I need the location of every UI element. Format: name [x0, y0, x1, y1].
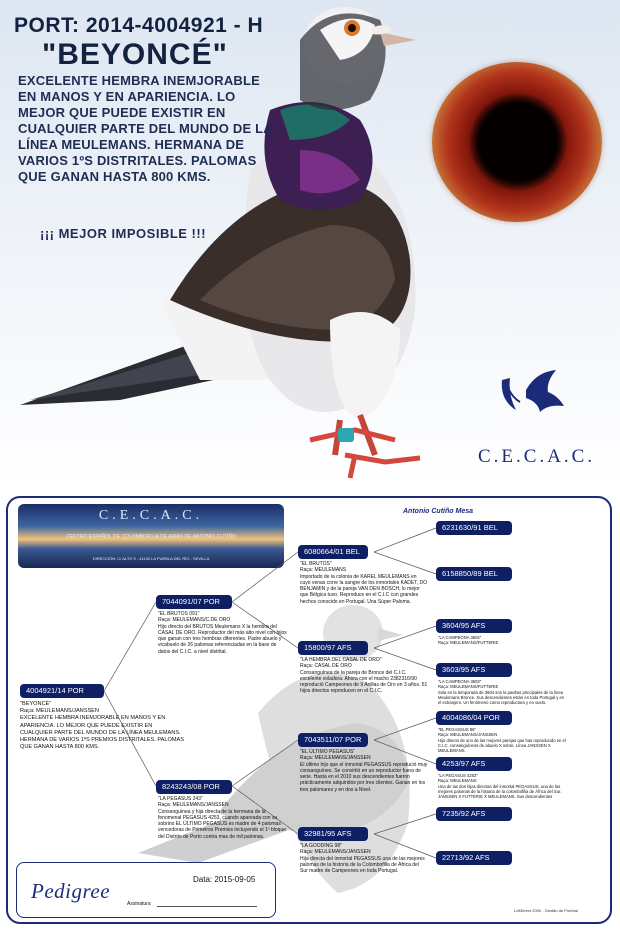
banner-address: DIRECCIÓN: C/ ALTO 9 - 41130 LA PUEBLA DEL RÍO - SEVILLA	[92, 556, 210, 561]
ggp-1-ring-tag: 6231630/91 BEL	[436, 521, 512, 535]
ggp-4-ring-tag: 3603/95 AFS	[436, 663, 512, 677]
ggp-3-ring-tag: 3604/95 AFS	[436, 619, 512, 633]
ring-number-title: PORT: 2014-4004921 - H	[14, 14, 264, 37]
dam-info: "LA PEGASUS 243" Raça: MEULEMANS/JANSSEN Consanguínea y hija directa de la hermana de la fenomenal PEGASUS 4253, cuando apareada con su sobrino EL ÚLTIMO PEGASUS es madre de 4 palomas vencedoras de Primeiros Premios incluyendo el 1º bloque del Distrito de Porto contra mas de mil palomas.	[158, 796, 287, 840]
ggp-7-ring-tag: 7235/92 AFS	[436, 807, 512, 821]
ggp-4-info: "LA CAMPEONA 3603" Raça: MEULEMANS/FUTTERIE Sola en la temporada de 3604 son la piedras principales de la línea Meulemans Bronce. Sus descendientes están en toda Portugal y en el extranjero. Un fenómeno como reproductora y en vuelo.	[438, 679, 565, 706]
ggp-5-info: "EL PEGASSUS 86" Raça: MEULEMANS/JANSSEN Hijo directo de uno de las mejores parejas que has reproducido en el C.I.C. consanguíneos de abuelo X sobre. Línea JANSSEN X MEULEMANS.	[438, 727, 566, 754]
ggp-5-ring-tag: 4004086/04 POR	[436, 711, 512, 725]
owner-name: Antonio Cutiño Mesa	[403, 508, 473, 515]
dam-dam-info: "LA GOODING 98" Raça: MEULEMANS/JANSSEN Hija directa del inmortal PEGASSUS una de las mejores palomas de la historia de la Colombofilia de África del Sur madre de Campeones en toda Portugal.	[300, 843, 425, 875]
pedigree-date: Data: 2015-09-05	[193, 875, 256, 884]
sire-sire-info: "EL BRUTOS" Raça: MEULEMANS Importado de la colonia de KAREL MEULEMANS en cuyo venas corre la sangre de los inmortales KADET, DO BENJAMIN y de la pareja VAN DEN BOSCH, lo mejor que Bélgica tuvo. Reproduce en el C.I.C con grandes hechos conocido en Portugal. Una Súper Paloma.	[300, 561, 427, 605]
software-footer: LoftDirect 2000 - Gestão de Pombal	[514, 908, 578, 913]
pigeon-description: EXCELENTE HEMBRA INEMJORABLE EN MANOS Y EN APARIENCIA. LO MEJOR QUE PUEDE EXISTIR EN CUALQUIER PARTE DEL MUNDO DE LA LÍNEA MEULEMANS. HERMANA DE VARIOS 1ºS DISTRITALES. PALOMAS QUE GANAN HASTA 800 KMS.	[18, 73, 273, 184]
ggp-6-info: "LA PEGASUS 4253" Raça: MEULEMANS Una de las dos hijas directas del inmortal PEGASSUS, una de las mejores palomas de la historia de la colombofilia de África del Sur. JANSSEN X FUTTERIE X MEULEMANS. Sus descendientes	[438, 773, 562, 800]
cecac-logo-icon	[496, 370, 566, 420]
sire-info: "EL BRUTOS 091" Raça: MEULEMANS/C.DE ORO Hijo directo del BRUTOS Meulemans X la hembra del CASAL DE ORO. Reproductor del más alto nivel con hijos que ganan con tres hembras diferentes. Padre abuelo y vicabuelo de 26 palomas referenciadas en la base de datos del C.I.C. a nivel distrital.	[158, 611, 287, 655]
pedigree-logo: Pedigree	[31, 879, 111, 903]
ggp-3-info: "LA CAMPEONA 3604" Raça: MEULEMANS/FUTTERIE	[438, 635, 499, 646]
subject-info: "BEYONCÉ" Raça: MEULEMANS/JANSSEN EXCELENTE HEMBRA INEMJORABLE EN MANOS Y EN APARIENCIA. LO MEJOR QUE PUEDE EXISTIR EN CUALQUIER PARTE DEL MUNDO DE LA LÍNEA MEULEMANS. HERMANA DE VARIOS 1ºS PREMIOS DISTRITALES. PALOMAS QUE GANAN HASTA 800 KMS.	[20, 701, 184, 751]
slogan: ¡¡¡ MEJOR IMPOSIBLE !!!	[40, 226, 207, 241]
subject-ring-tag: 4004921/14 POR	[20, 684, 104, 698]
dam-dam-ring-tag: 32981/95 AFS	[298, 827, 368, 841]
signature-label: Assinatura	[127, 901, 151, 907]
ggp-2-ring-tag: 6158850/89 BEL	[436, 567, 512, 581]
ggp-8-ring-tag: 22713/92 AFS	[436, 851, 512, 865]
sire-sire-ring-tag: 6080664/01 BEL	[298, 545, 368, 559]
ggp-6-ring-tag: 4253/97 AFS	[436, 757, 512, 771]
signature-box	[16, 862, 276, 918]
dam-sire-info: "EL ÚLTIMO PEGASUS" Raça: MEULEMANS/JANSSEN El último hijo que el inmortal PEGASSUS reprodució muy consanguíneo. Se convirtió en un reproductor fuera de serie. Hasta en el 2010 sus descendientes fueron prácticamente adquiridos por tres clientes. Ganan en los tres palomares y en dos a Nivel.	[300, 749, 428, 793]
pigeon-name-title: "BEYONCÉ"	[42, 38, 228, 71]
eye-closeup-photo	[432, 62, 602, 222]
pedigree-panel	[6, 496, 612, 924]
banner-title: C.E.C.A.C.	[98, 508, 204, 523]
sire-dam-info: "LA HEMBRA DEL CASAL DE ORO" Raça: CASAL DE ORO Consanguínea de la pareja de Bronce del C.I.C. excelente voladora. Ahora con el macho 2382316/90 reprodució Campeones de 9 Anillas de Oro en 3 años. 51 hijos directos reproducen en el C.I.C.	[300, 657, 428, 695]
sire-ring-tag: 7044091/07 POR	[156, 595, 232, 609]
signature-line	[157, 906, 257, 907]
banner-subtitle: CENTRO ESPAÑOL DE COLOMBOFILIA DE ARIAS DE ANTONIO CUTIÑO	[66, 534, 236, 540]
sire-dam-ring-tag: 15800/97 AFS	[298, 641, 368, 655]
dam-sire-ring-tag: 7043511/07 POR	[298, 733, 368, 747]
cecac-brand-text: C.E.C.A.C.	[478, 446, 596, 467]
dam-ring-tag: 8243243/08 POR	[156, 780, 232, 794]
